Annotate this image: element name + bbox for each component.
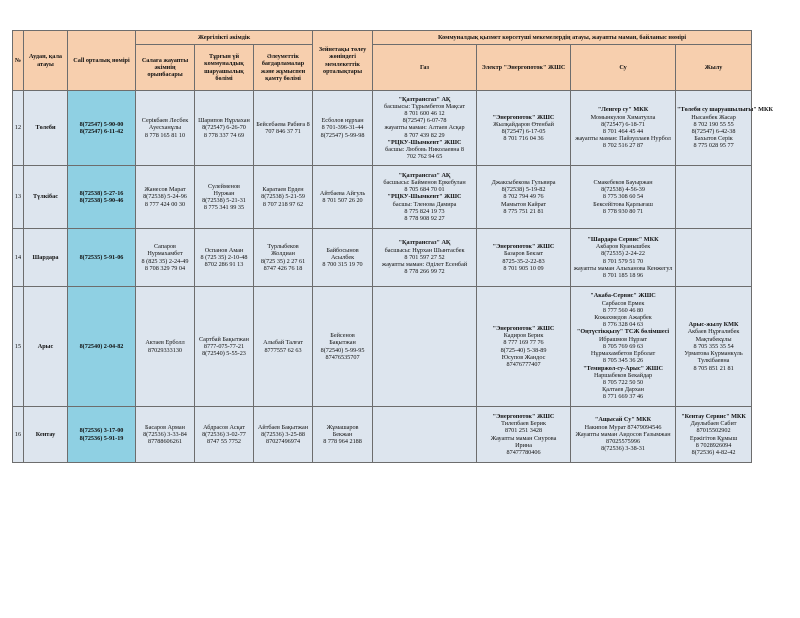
- header-water: Су: [571, 45, 676, 91]
- cell-housing: [195, 229, 254, 287]
- cell-social: [254, 407, 313, 463]
- cell-line: Бексейітова Қарлығаш: [593, 200, 653, 208]
- cell-line: 8 701 185 18 96: [602, 271, 644, 279]
- cell-line: 8(72538) 5-21-59: [261, 193, 305, 201]
- cell-line: 8 705 355 35 54: [693, 342, 734, 350]
- cell-line: басшысы: Тұрымбетов Мақсат: [383, 102, 466, 110]
- cell-electric: [477, 229, 571, 287]
- cell-line: 8(72536) 3-17-00: [79, 427, 124, 435]
- cell-line: "РЦКУ-Шымкент" ЖШС: [387, 138, 462, 146]
- cell-line: "Ленгер су" МКК: [597, 106, 649, 114]
- header-akim: Салаға жауапты әкімнің орынбасары: [136, 45, 195, 91]
- header-heat: Жылу: [676, 45, 752, 91]
- cell-line: 8 701 464 45 44: [602, 128, 644, 135]
- header-local-group: Жергілікті әкімдік: [136, 31, 313, 45]
- cell-line: 8 778 266 99 72: [404, 268, 445, 276]
- cell-district: Кентау: [24, 407, 68, 463]
- cell-line: 87015502902: [696, 427, 731, 435]
- cell-line: 8(72536) 5-91-19: [79, 434, 124, 442]
- cell-line: 8(72538) 5-24-96: [143, 193, 187, 201]
- cell-line: 8 778 908 92 27: [404, 215, 445, 222]
- cell-housing: [195, 407, 254, 463]
- cell-line: 8(72538) 5-19-82: [501, 186, 546, 194]
- cell-gas: [373, 166, 477, 229]
- cell-line: Момынкулов Химатулла: [590, 113, 656, 121]
- cell-line: жауапты маман Алыханова Кенжегул: [573, 264, 673, 272]
- cell-water: [571, 287, 676, 407]
- cell-line: Кадиров Берик: [503, 332, 544, 340]
- table-row: [13, 91, 752, 166]
- cell-social: [254, 229, 313, 287]
- cell-heat: [676, 407, 752, 463]
- cell-line: Арыс-жылу КМК: [688, 321, 739, 329]
- table-row: [13, 407, 752, 463]
- cell-gas: [373, 287, 477, 407]
- cell-line: 8 701-396-31-44: [321, 124, 364, 132]
- cell-line: 702 762 94 65: [406, 153, 443, 161]
- cell-line: "Энергопоток" ЖШС: [492, 243, 555, 251]
- cell-line: Оспанов Аман: [204, 246, 244, 254]
- cell-line: Шарипов Нұрлахан: [198, 117, 250, 125]
- cell-akim: [136, 229, 195, 287]
- cell-electric: [477, 407, 571, 463]
- cell-no: 13: [13, 166, 24, 229]
- cell-line: 87476777407: [506, 360, 541, 368]
- cell-line: 8(72538) 5-90-46: [79, 197, 124, 204]
- cell-line: "Ащысай Су" МКК: [594, 416, 652, 424]
- cell-line: 8 705 345 36 26: [602, 357, 644, 365]
- cell-line: Бейсенов: [330, 332, 355, 340]
- cell-call: [68, 166, 136, 229]
- cell-line: Жұмашаров: [326, 423, 359, 431]
- cell-heat: [676, 287, 752, 407]
- cell-line: 8(72538) 4-56-39: [601, 186, 645, 194]
- cell-line: 8 777 169 77 76: [503, 339, 544, 347]
- cell-line: Алыбай Талғат: [263, 339, 303, 347]
- cell-line: Асылбек: [330, 253, 355, 261]
- cell-line: 8747 55 7752: [206, 438, 242, 446]
- cell-line: жауапты маман: Пайзуллаев Нурбол: [575, 135, 671, 143]
- cell-line: Бахытов Серік: [694, 135, 733, 143]
- cell-line: Айтбаев Бақытжан: [257, 423, 309, 431]
- cell-line: "Акаба-Сервис" ЖШС: [590, 292, 656, 300]
- cell-line: 8 778 337 74 69: [203, 131, 245, 139]
- cell-line: 8(72547) 6-17-05: [501, 128, 546, 135]
- cell-line: Мақтабекұлы: [695, 335, 732, 343]
- cell-line: Каратаев Ерден: [262, 186, 304, 194]
- cell-line: 8 702 516 27 87: [602, 142, 644, 150]
- cell-line: Урматова Күрманкүль: [684, 350, 743, 358]
- cell-line: 8(72540) 5-99-95: [320, 346, 365, 354]
- cell-line: 8 701 507 26 20: [322, 197, 363, 204]
- cell-line: "Темиржол-су-Арыс" ЖШС: [583, 364, 663, 372]
- cell-line: 8(72547) 6-07-78: [402, 117, 447, 125]
- header-no: №: [13, 31, 24, 91]
- cell-line: 8(72535) 5-91-06: [79, 253, 124, 261]
- cell-line: Байбосынов: [326, 246, 359, 254]
- cell-electric: [477, 91, 571, 166]
- cell-line: 8(72547) 6-18-71: [601, 120, 645, 128]
- cell-line: 8 707 218 97 62: [262, 200, 304, 208]
- cell-line: 87477780406: [506, 448, 541, 456]
- cell-social: [254, 166, 313, 229]
- table-row: [13, 229, 752, 287]
- cell-line: 8 708 329 79 04: [144, 264, 186, 272]
- cell-heat: [676, 166, 752, 229]
- cell-line: 8747 426 76 18: [263, 264, 303, 272]
- cell-line: Жылқайдаров Өтенбай: [493, 120, 554, 128]
- cell-line: Акбаров Куанышбек: [595, 243, 651, 251]
- cell-line: 8 775 341 99 35: [203, 204, 245, 212]
- cell-line: 8(72535) 2-24-22: [601, 250, 645, 258]
- cell-district: Түлкібас: [24, 166, 68, 229]
- cell-line: Юсупов Жандос: [501, 353, 546, 361]
- header-social: Әлеуметтік бағдарламалар және жұмыспен қамту бөлімі: [254, 45, 313, 91]
- cell-gas: [373, 91, 477, 166]
- cell-housing: [195, 166, 254, 229]
- table-row: [13, 287, 752, 407]
- cell-line: 8(72536) 4-82-42: [691, 448, 736, 456]
- cell-line: Нурмахамбет: [147, 250, 183, 258]
- cell-line: 8(72536) 3-33-84: [143, 430, 187, 438]
- cell-line: "Оңтүстікқызу" ТСЖ бөлімшесі: [576, 328, 670, 336]
- cell-line: 8 777 424 00 30: [144, 200, 186, 208]
- cell-line: 8 700 315 19 70: [322, 261, 363, 269]
- cell-district: Төлеби: [24, 91, 68, 166]
- cell-akim: [136, 407, 195, 463]
- cell-line: басшысы: Байменов Еркебулан: [383, 178, 466, 186]
- cell-line: Жанесов Марат: [144, 186, 186, 194]
- cell-line: 8(72540) 2-04-82: [79, 342, 124, 350]
- cell-housing: [195, 287, 254, 407]
- cell-line: 8 702 794 49 76: [503, 193, 544, 201]
- cell-line: 87025575996: [606, 438, 641, 446]
- cell-line: 8 701 905 10 09: [503, 264, 544, 272]
- cell-line: Сарбасов Ермек: [601, 299, 645, 307]
- cell-line: 8 776 328 04 63: [602, 321, 644, 329]
- cell-line: 8 (725 35) 2-10-48: [200, 253, 248, 261]
- cell-line: Ирина: [515, 441, 532, 449]
- cell-line: 8 7028926094: [695, 441, 732, 449]
- cell-line: 8 (825 35) 2-24-49: [141, 257, 189, 265]
- cell-line: 8 702 190 55 55: [693, 120, 734, 128]
- cell-line: басшысы: Нұрхан Шынтасбек: [384, 246, 465, 254]
- cell-line: "Төлеби су шаруашылығы" МКК: [677, 106, 773, 114]
- cell-water: [571, 91, 676, 166]
- cell-line: Нұрмахамбетов Ерболат: [590, 350, 656, 358]
- cell-line: "Энергопоток" ЖШС: [492, 113, 555, 121]
- cell-line: 8 701 597 27 52: [404, 253, 445, 261]
- cell-line: Жауапты маман Аидосов Ғазымжан: [575, 430, 671, 438]
- cell-line: Базаров Бекзат: [503, 250, 544, 258]
- cell-line: 8(72536) 3-25-88: [261, 430, 305, 438]
- cell-line: 8 775 028 95 77: [693, 142, 734, 150]
- cell-line: Кожахмедов Ажарбек: [594, 314, 652, 322]
- table-body: [13, 91, 773, 463]
- cell-line: Жолдиан: [271, 250, 295, 258]
- cell-line: 8725-35-2-22-83: [502, 257, 545, 265]
- cell-line: 8 701 716 04 36: [503, 135, 544, 143]
- header-call: Call орталық нөмірі: [68, 31, 136, 91]
- header-pension: Зейнетақы төлеу жөніндегі мемлекеттік орталықтары: [313, 31, 373, 91]
- cell-line: 8 778 165 81 10: [144, 131, 186, 139]
- cell-line: Накипов Мурат 87479094546: [584, 423, 662, 431]
- cell-akim: [136, 287, 195, 407]
- cell-line: 8702 286 91 13: [204, 261, 244, 269]
- cell-line: "Кентау Сервис" МКК: [681, 412, 746, 420]
- cell-line: басшы: Тленова Дамира: [392, 200, 457, 208]
- header-gas: Газ: [373, 45, 477, 91]
- cell-line: Ауесханұлы: [148, 124, 182, 132]
- cell-line: 8 778 930 80 71: [602, 207, 644, 215]
- cell-water: [571, 229, 676, 287]
- cell-call: [68, 229, 136, 287]
- cell-line: 8(72547) 5-99-98: [320, 131, 365, 139]
- cell-line: Тулкібаевна: [697, 357, 730, 365]
- cell-line: Сартбай Бақытжан: [199, 335, 249, 343]
- cell-line: 8(72540) 5-55-23: [202, 350, 246, 358]
- table-row: [13, 166, 752, 229]
- cell-call: [68, 407, 136, 463]
- header-services-group: Коммуналдық қызмет көрсетуші мекемелердің атауы, жауапты маман, байланыс нөмірі: [373, 31, 752, 45]
- cell-akim: [136, 166, 195, 229]
- cell-line: 87027496974: [266, 438, 301, 446]
- cell-line: 8(72536) 3-02-77: [202, 430, 246, 438]
- cell-line: Серікбаев Лесбек: [141, 117, 189, 125]
- cell-line: "Энергопоток" ЖШС: [492, 412, 555, 420]
- cell-district: Арыс: [24, 287, 68, 407]
- cell-social: [254, 91, 313, 166]
- contacts-table: [12, 30, 773, 463]
- cell-line: Мамытов Кайрат: [501, 200, 547, 208]
- cell-line: "РЦКУ-Шымкент" ЖШС: [387, 193, 462, 201]
- cell-line: 8701 251 3428: [504, 427, 543, 435]
- cell-line: 8 705 769 69 63: [602, 342, 644, 350]
- cell-line: Жауапты маман Сиурова: [490, 434, 557, 442]
- cell-line: 8(72538) 5-27-16: [79, 189, 124, 197]
- cell-gas: [373, 229, 477, 287]
- cell-line: 707 846 37 71: [265, 128, 301, 135]
- cell-line: 8(72547) 6-26-70: [202, 124, 246, 132]
- cell-line: Смакебеков Бауыржан: [593, 178, 653, 186]
- cell-line: Абдрасов Асқат: [203, 423, 245, 431]
- cell-water: [571, 407, 676, 463]
- cell-line: 8(72547) 5-90-00: [79, 120, 124, 128]
- cell-line: Бейсебаева Рабиға 8: [256, 120, 310, 128]
- cell-line: Турлыбеков: [267, 243, 299, 251]
- cell-line: Тилепбаев Берик: [501, 420, 546, 428]
- cell-electric: [477, 166, 571, 229]
- cell-emergency: [313, 407, 373, 463]
- cell-line: Қалтаев Дархан: [602, 386, 644, 394]
- cell-line: 8(72536) 3-38-31: [601, 445, 645, 453]
- cell-line: Сулейменов: [208, 182, 240, 190]
- header-electric: Электр "Энергопоток" ЖШС: [477, 45, 571, 91]
- cell-no: 12: [13, 91, 24, 166]
- cell-district: Шардара: [24, 229, 68, 287]
- cell-line: 8(72538) 5-21-31: [202, 197, 246, 204]
- cell-line: 8 705 722 50 50: [602, 378, 644, 386]
- cell-line: "Қазтрансгаз" АҚ: [398, 239, 451, 247]
- header-housing: Тұрғын үй коммуналдық шаруашылық бөлімі: [195, 45, 254, 91]
- cell-line: Джаксыбекова Гульвира: [491, 178, 556, 186]
- cell-line: Сапаров: [154, 243, 176, 251]
- cell-line: 8 778 964 2188: [323, 438, 362, 446]
- cell-line: 8 701 600 46 12: [404, 109, 445, 117]
- cell-no: 14: [13, 229, 24, 287]
- cell-line: "Энергопоток" ЖШС: [492, 324, 555, 332]
- cell-housing: [195, 91, 254, 166]
- cell-call: [68, 287, 136, 407]
- cell-emergency: [313, 229, 373, 287]
- cell-line: жауапты маман: Алтаев Асқар: [384, 124, 465, 132]
- spreadsheet-page: [12, 30, 773, 463]
- cell-line: 8 777 560 46 80: [602, 306, 644, 314]
- cell-heat: [676, 229, 752, 287]
- cell-line: Нуржан: [213, 189, 235, 197]
- cell-heat: [676, 91, 773, 166]
- cell-line: басшы: Любовь Николаевна 8: [385, 146, 464, 153]
- cell-line: Бақытжан: [329, 339, 356, 347]
- cell-line: Даулыбаев Сабит: [690, 420, 737, 428]
- cell-gas: [373, 407, 477, 463]
- cell-line: 87029333130: [147, 346, 183, 354]
- cell-line: Есболов нұрхан: [321, 117, 364, 125]
- cell-line: Наршабеков Бекайдар: [593, 371, 653, 379]
- cell-line: 8 775 751 21 81: [503, 207, 544, 215]
- cell-line: "Шардара Сервис" МКК: [587, 235, 659, 243]
- cell-line: 8(72547) 6-11-42: [79, 128, 124, 135]
- cell-line: 8 775 824 19 73: [404, 207, 445, 215]
- cell-line: 8 771 669 37 46: [602, 393, 644, 401]
- cell-line: Акбаев Нұрғалибек: [687, 328, 740, 336]
- cell-no: 15: [13, 287, 24, 407]
- cell-call: [68, 91, 136, 166]
- cell-line: 8 707 439 82 29: [404, 131, 445, 139]
- cell-line: Айтбаева Айгуль: [319, 189, 366, 197]
- cell-line: 8 705 851 21 81: [693, 364, 734, 372]
- cell-line: 8(725 35) 2 27 61: [260, 257, 306, 265]
- cell-line: 8(72547) 6-42-38: [691, 128, 736, 135]
- cell-line: "Қазтрансгаз" АҚ: [398, 171, 451, 179]
- cell-electric: [477, 287, 571, 407]
- cell-line: 8 705 684 70 01: [404, 186, 445, 194]
- cell-line: жауапты маман: Әділет Есенбай: [381, 261, 468, 269]
- cell-line: 8777557 62 63: [264, 346, 302, 354]
- cell-emergency: [313, 287, 373, 407]
- cell-line: 8777-075-77-21: [203, 342, 245, 350]
- cell-line: "Қазтрансгаз" АҚ: [398, 95, 451, 103]
- cell-social: [254, 287, 313, 407]
- cell-line: Ержігітов Құмыш: [689, 434, 738, 442]
- cell-line: 8 701 579 51 70: [602, 257, 644, 265]
- header-district: Аудан, қала атауы: [24, 31, 68, 91]
- cell-line: Бекжан: [332, 430, 353, 438]
- cell-emergency: [313, 166, 373, 229]
- cell-line: Нысанбек Жасар: [691, 113, 736, 121]
- cell-line: Басаров Арман: [145, 423, 185, 431]
- cell-water: [571, 166, 676, 229]
- cell-line: Актаев Ерболл: [145, 339, 185, 347]
- cell-line: 87476535707: [325, 353, 360, 361]
- cell-emergency: [313, 91, 373, 166]
- cell-line: 8(725-40) 5-38-89: [500, 346, 547, 354]
- cell-line: Ибрашмов Нұрзат: [598, 335, 648, 343]
- cell-line: 87788606261: [147, 438, 183, 446]
- cell-line: 8 775 308 60 54: [602, 193, 644, 201]
- cell-no: 16: [13, 407, 24, 463]
- cell-akim: [136, 91, 195, 166]
